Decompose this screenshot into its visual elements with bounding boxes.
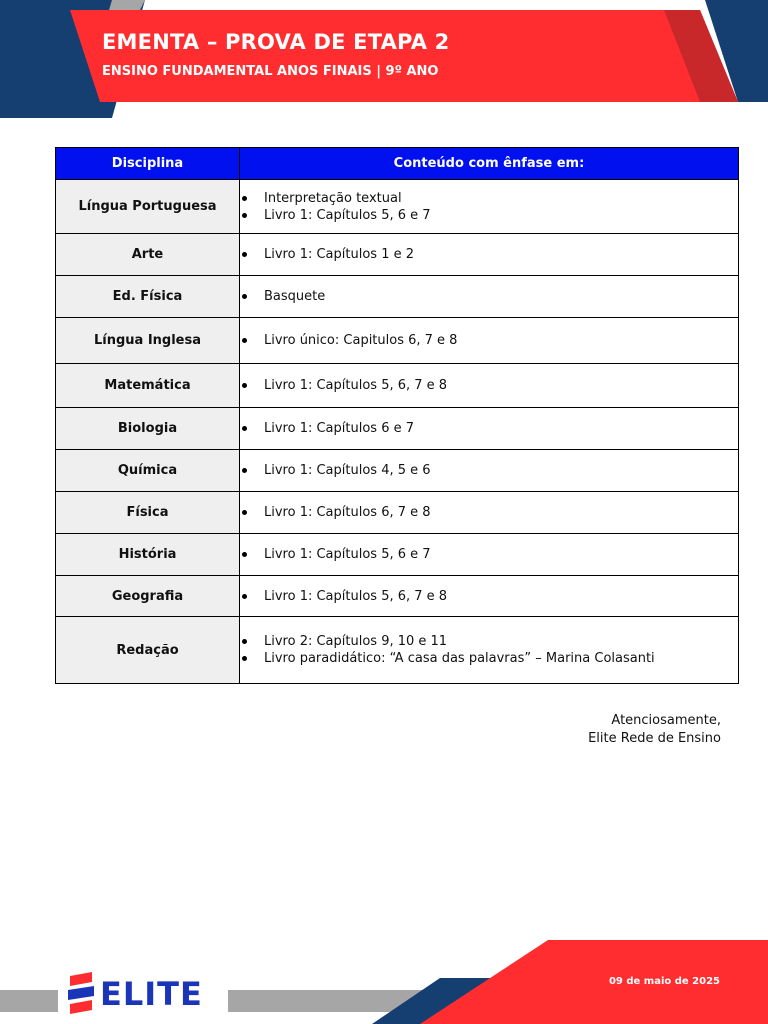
content-cell [240, 234, 739, 276]
list-item: Livro 1: Capítulos 6 e 7 [240, 420, 738, 437]
header-banner [0, 0, 768, 118]
table-row [56, 617, 739, 684]
closing-sender: Elite Rede de Ensino [588, 731, 721, 746]
content-cell [240, 276, 739, 318]
table-row [56, 534, 739, 576]
subject-cell: Matemática [56, 364, 240, 408]
column-header-subject: Disciplina [56, 148, 240, 180]
list-item: Livro 1: Capítulos 6, 7 e 8 [240, 504, 738, 521]
content-cell [240, 534, 739, 576]
list-item: Livro 1: Capítulos 4, 5 e 6 [240, 462, 738, 479]
list-item: Interpretação textual [240, 190, 738, 207]
content-cell [240, 450, 739, 492]
list-item: Livro 1: Capítulos 5, 6 e 7 [240, 207, 738, 224]
content-cell [240, 408, 739, 450]
subject-cell: Física [56, 492, 240, 534]
table-row [56, 450, 739, 492]
content-cell [240, 180, 739, 234]
table-row [56, 492, 739, 534]
closing-signature [588, 712, 721, 748]
table-row [56, 408, 739, 450]
footer-date: 09 de maio de 2025 [608, 976, 720, 987]
list-item: Livro 1: Capítulos 1 e 2 [240, 246, 738, 263]
table-row [56, 576, 739, 617]
subject-cell: Língua Inglesa [56, 318, 240, 364]
elite-logo-text: ELITE [100, 975, 203, 1013]
table-header-row [56, 148, 739, 180]
elite-logo-icon [66, 970, 96, 1018]
content-cell [240, 576, 739, 617]
table-row [56, 180, 739, 234]
list-item: Livro 1: Capítulos 5, 6, 7 e 8 [240, 588, 738, 605]
content-cell [240, 617, 739, 684]
subject-cell: Redação [56, 617, 240, 684]
subject-cell: Química [56, 450, 240, 492]
list-item: Livro paradidático: “A casa das palavras” – Marina Colasanti [240, 650, 738, 667]
column-header-content: Conteúdo com ênfase em: [240, 148, 739, 180]
table-row [56, 318, 739, 364]
table-row [56, 234, 739, 276]
syllabus-table [55, 147, 739, 684]
table-row [56, 276, 739, 318]
page-subtitle: ENSINO FUNDAMENTAL ANOS FINAIS | 9º ANO [102, 64, 439, 79]
header-decoration [0, 0, 768, 118]
content-cell [240, 364, 739, 408]
list-item: Livro 2: Capítulos 9, 10 e 11 [240, 633, 738, 650]
subject-cell: Biologia [56, 408, 240, 450]
subject-cell: Língua Portuguesa [56, 180, 240, 234]
list-item: Basquete [240, 288, 738, 305]
page-title: EMENTA – PROVA DE ETAPA 2 [102, 30, 450, 54]
content-cell [240, 492, 739, 534]
subject-cell: Arte [56, 234, 240, 276]
subject-cell: Geografia [56, 576, 240, 617]
list-item: Livro único: Capitulos 6, 7 e 8 [240, 332, 738, 349]
subject-cell: História [56, 534, 240, 576]
subject-cell: Ed. Física [56, 276, 240, 318]
list-item: Livro 1: Capítulos 5, 6, 7 e 8 [240, 377, 738, 394]
content-cell [240, 318, 739, 364]
closing-greeting: Atenciosamente, [611, 713, 721, 728]
list-item: Livro 1: Capítulos 5, 6 e 7 [240, 546, 738, 563]
table-row [56, 364, 739, 408]
